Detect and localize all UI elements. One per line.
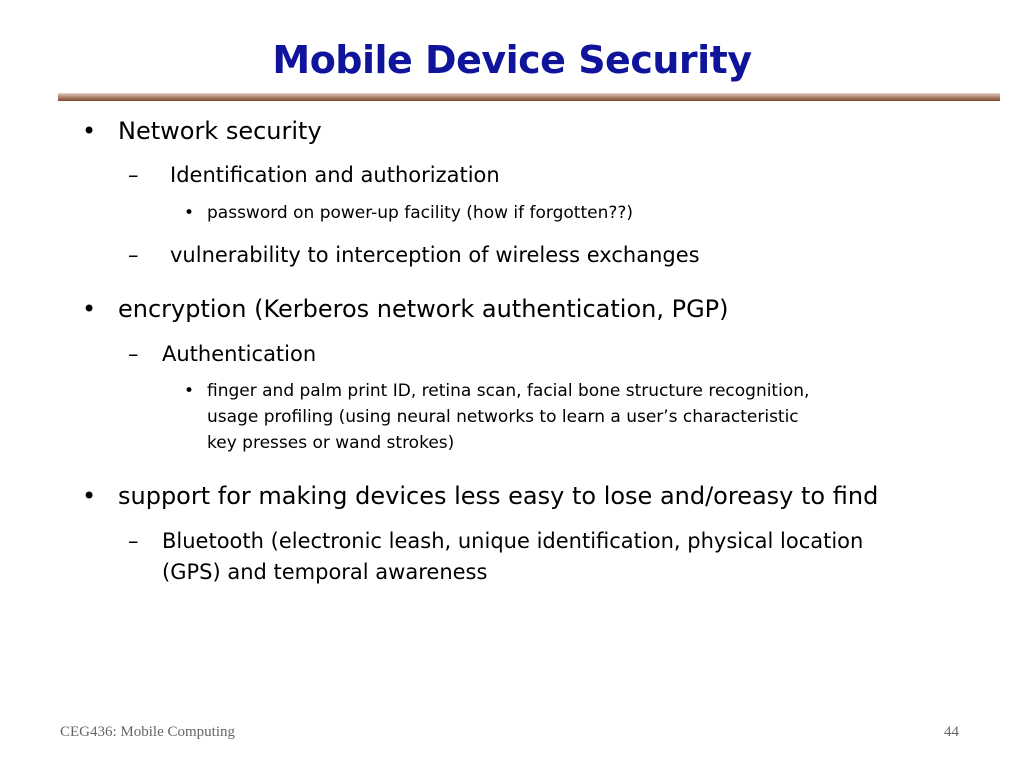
bullet-text: support for making devices less easy to lose and/oreasy to find [118,482,879,510]
bullet-marker: • [184,203,195,223]
bullet-marker: • [82,117,97,145]
bullet-text: encryption (Kerberos network authentication, PGP) [118,295,729,323]
sub-sub-bullet-text: password on power-up facility (how if forgotten??) [207,203,634,223]
title-divider [58,93,1000,101]
slide-title: Mobile Device Security [272,38,752,82]
sub-bullet-text-line2: (GPS) and temporal awareness [162,560,488,584]
dash-marker: – [128,243,139,267]
dash-marker: – [128,163,139,187]
bullet-marker: • [82,295,97,323]
bullet-text: Network security [118,117,322,145]
dash-marker: – [128,342,139,366]
sub-sub-bullet-text-line1: finger and palm print ID, retina scan, facial bone structure recognition, [207,381,810,401]
sub-bullet-text-line1: Bluetooth (electronic leash, unique identification, physical location [162,529,864,553]
footer-course-name: CEG436: Mobile Computing [60,724,236,740]
bullet-marker: • [82,482,97,510]
sub-sub-bullet-text-line3: key presses or wand strokes) [207,433,455,453]
sub-sub-bullet-text-line2: usage profiling (using neural networks to learn a user’s characteristic [207,407,799,427]
sub-bullet-text: Identification and authorization [170,163,500,187]
footer-page-number: 44 [944,724,959,740]
sub-bullet-text: vulnerability to interception of wireless exchanges [170,243,700,267]
bullet-marker: • [184,381,195,401]
dash-marker: – [128,529,139,553]
sub-bullet-text: Authentication [162,342,317,366]
